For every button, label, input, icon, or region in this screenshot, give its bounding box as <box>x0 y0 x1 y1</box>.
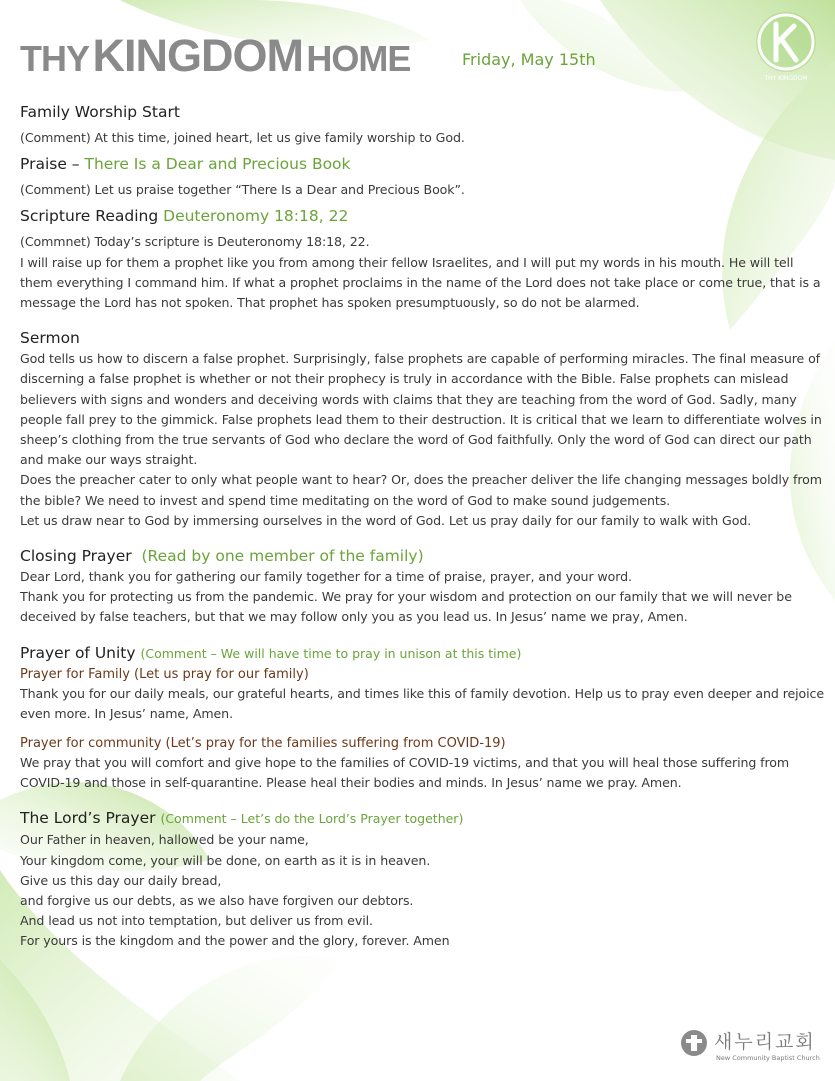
closing-prayer-heading <box>20 545 826 567</box>
prayer-for-family-text: Thank you for our daily meals, our grateful hearts, and times like this of family devotion. Help us to pray even deeper and rejoice even more. In Jesus’ name, Amen. <box>20 685 825 721</box>
church-name-english: New Community Baptist Church <box>716 1054 820 1062</box>
church-name-korean: 새누리교회 <box>714 1031 816 1053</box>
thy-kingdom-logo-icon <box>746 4 826 84</box>
lords-prayer-title: The Lord’s Prayer <box>20 809 156 828</box>
prayer-for-family-heading: Prayer for Family (Let us pray for our family) <box>20 666 309 682</box>
sermon-heading: Sermon <box>20 329 80 348</box>
sermon-paragraph-1: God tells us how to discern a false prophet. Surprisingly, false prophets are capable of performing miracles. The final measure of discerning a false prophet is whether or not their prophecy is truly in accordance with the Bible. False prophets can mislead believers with signs and wonders and deceiving words with claims that they are teaching from the word of God. Sadly, many people fall prey to the gimmick. False prophets lead them to their destruction. It is critical that we learn to differentiate wolves in sheep’s clothing from the true servants of God who declare the word of God faithfully. Only the word of God can direct our path and make our ways straight. <box>20 351 822 468</box>
closing-prayer-paragraph-1: Dear Lord, thank you for gathering our family together for a time of praise, prayer, and your word. <box>20 569 632 585</box>
prayer-of-unity-title: Prayer of Unity <box>20 643 136 662</box>
page-title <box>20 30 410 82</box>
brand-kingdom: KINGDOM <box>92 30 303 81</box>
praise-song-title: There Is a Dear and Precious Book <box>84 155 351 174</box>
closing-prayer-title: Closing Prayer <box>20 547 132 566</box>
church-mark-icon <box>680 1029 708 1057</box>
lords-prayer-line: and forgive us our debts, as we also have forgiven our debtors. <box>20 893 414 909</box>
lords-prayer-heading <box>20 807 826 830</box>
scripture-heading <box>20 205 826 227</box>
praise-title: Praise <box>20 155 67 174</box>
praise-comment: (Comment) Let us praise together “There Is a Dear and Precious Book”. <box>20 182 465 198</box>
brand-home: HOME <box>306 38 411 79</box>
scripture-title: Scripture Reading <box>20 207 159 226</box>
worship-start-heading: Family Worship Start <box>20 103 180 121</box>
lords-prayer-line: And lead us not into temptation, but deliver us from evil. <box>20 913 373 929</box>
lords-prayer-line: For yours is the kingdom and the power and the glory, forever. Amen <box>20 933 450 949</box>
prayer-for-community-text: We pray that you will comfort and give hope to the families of COVID-19 victims, and that you will heal those suffering from COVID-19 and those in self-quarantine. Please heal their bodies and minds. In Jesus’ name we pray. Amen. <box>20 755 790 791</box>
lords-prayer-line: Your kingdom come, your will be done, on earth as it is in heaven. <box>20 852 431 868</box>
church-logo <box>680 1027 825 1067</box>
logo-text: THY KINGDOM <box>764 75 808 82</box>
prayer-for-community-heading: Prayer for community (Let’s pray for the families suffering from COVID-19) <box>20 736 506 752</box>
date-label: Friday, May 15th <box>462 50 596 69</box>
worship-start-comment: (Comment) At this time, joined heart, let us give family worship to God. <box>20 130 465 145</box>
lords-prayer-line: Our Father in heaven, hallowed be your name, <box>20 832 309 848</box>
closing-prayer-note: (Read by one member of the family) <box>141 547 424 566</box>
scripture-reference: Deuteronomy 18:18, 22 <box>163 207 349 226</box>
praise-heading <box>20 153 826 175</box>
lords-prayer-note: (Comment – Let’s do the Lord’s Prayer together) <box>160 811 464 827</box>
prayer-of-unity-heading <box>20 642 826 665</box>
sermon-paragraph-2: Does the preacher cater to only what people want to hear? Or, does the preacher deliver the life changing messages boldly from the bible? We need to invest and spend time meditating on the word of God to make sound judgements. <box>20 472 822 508</box>
prayer-of-unity-note: (Comment – We will have time to pray in unison at this time) <box>140 645 522 661</box>
praise-dash: – <box>66 155 85 174</box>
sermon-paragraph-3: Let us draw near to God by immersing ourselves in the word of God. Let us pray daily for our family to walk with God. <box>20 512 752 528</box>
closing-prayer-paragraph-2: Thank you for protecting us from the pandemic. We pray for your wisdom and protection on our family that we will never be deceived by false teachers, but that we may follow only you as you lead us. In Jesus’ name we pray, Amen. <box>20 589 792 625</box>
scripture-text: I will raise up for them a prophet like you from among their fellow Israelites, and I will put my words in his mouth. He will tell them everything I command him. If what a prophet proclaims in the name of the Lord does not take place or come true, that is a message the Lord has not spoken. That prophet has spoken presumptuously, so do not be alarmed. <box>20 254 821 311</box>
devotion-content <box>20 101 826 952</box>
brand-thy: THY <box>20 38 89 79</box>
lords-prayer-line: Give us this day our daily bread, <box>20 872 222 888</box>
scripture-comment: (Commnet) Today’s scripture is Deuteronomy 18:18, 22. <box>20 234 370 250</box>
